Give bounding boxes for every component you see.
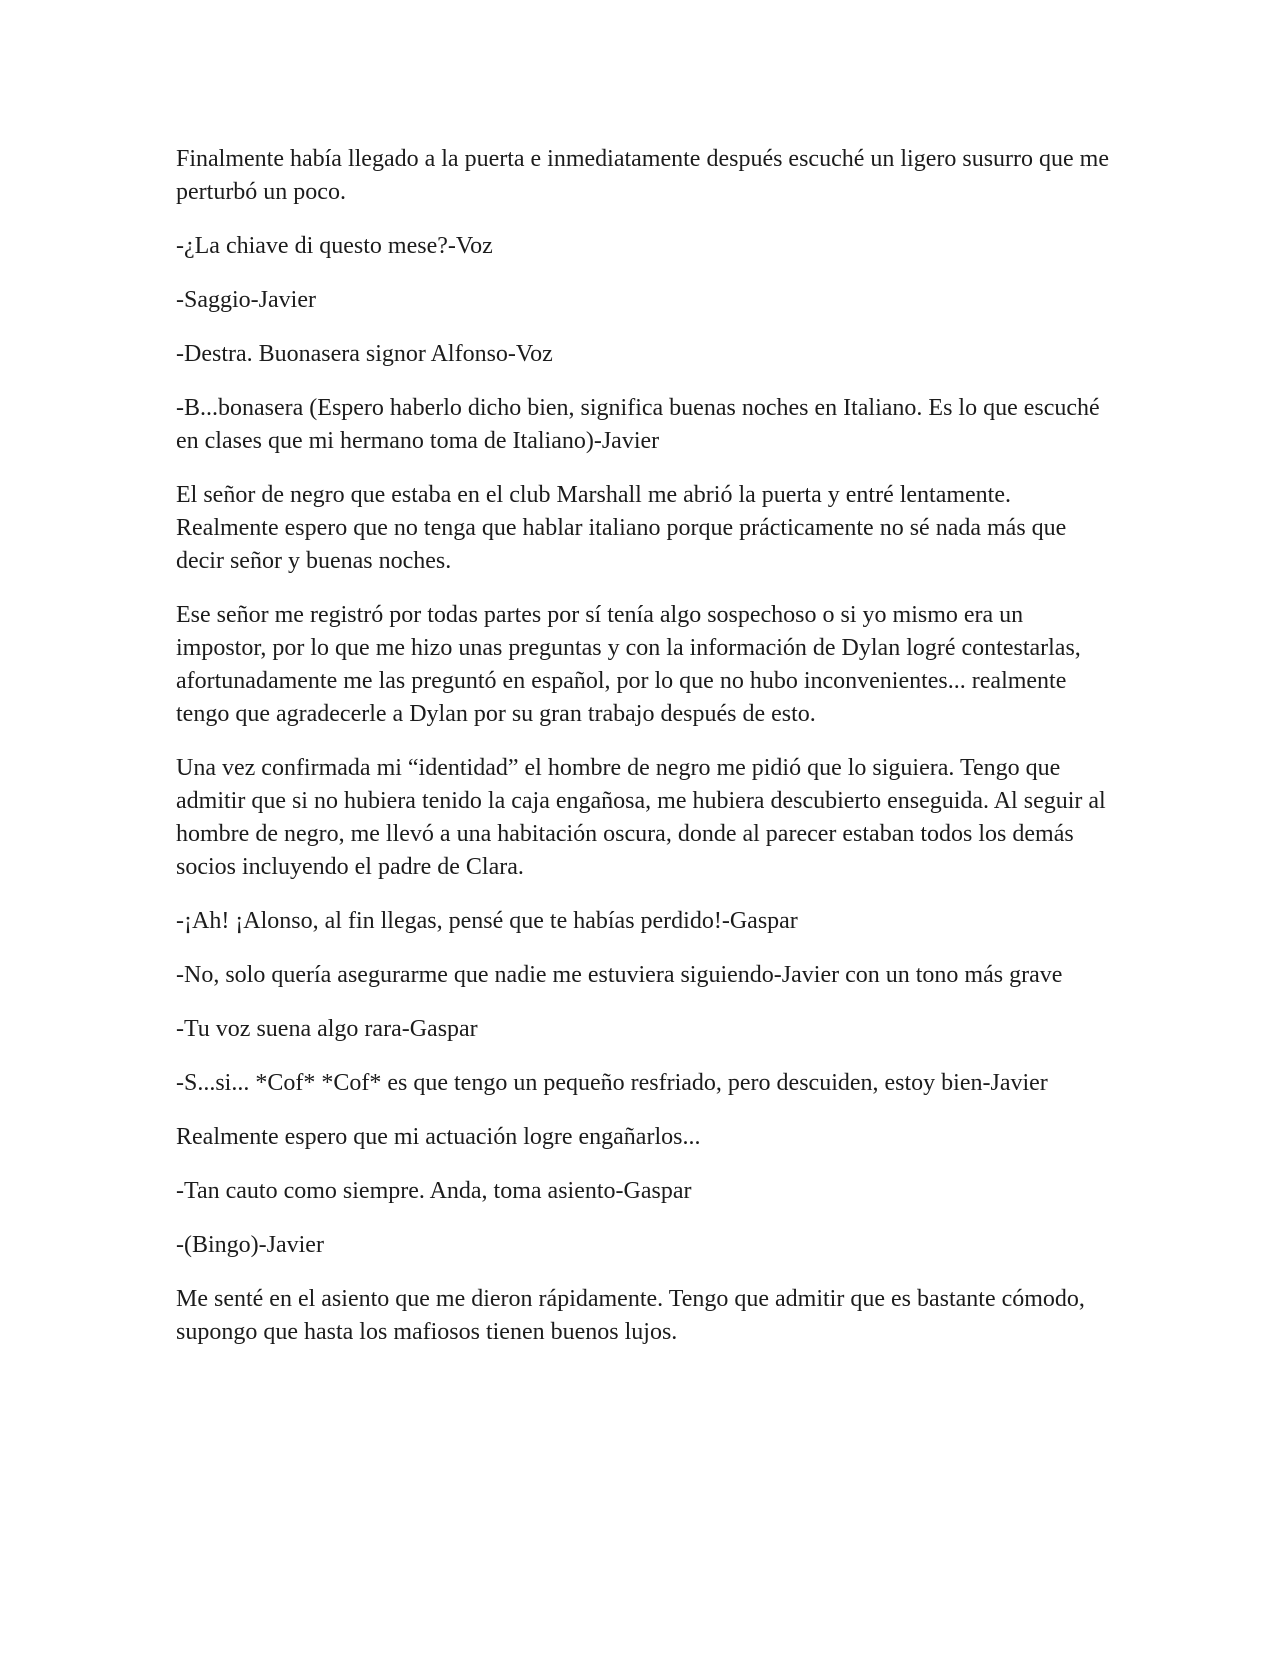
paragraph-5: Realmente espero que mi actuación logre engañarlos... bbox=[176, 1124, 701, 1150]
dialogue-line-3: -Destra. Buonasera signor Alfonso-Voz bbox=[176, 341, 553, 367]
dialogue-line-10: -(Bingo)-Javier bbox=[176, 1232, 324, 1258]
paragraph-6: Me senté en el asiento que me dieron rápidamente. Tengo que admitir que es bastante cómodo, supongo que hasta los mafiosos tienen buenos lujos. bbox=[176, 1286, 1085, 1345]
dialogue-line-9: -Tan cauto como siempre. Anda, toma asiento-Gaspar bbox=[176, 1178, 692, 1204]
document-body bbox=[176, 143, 1111, 1370]
paragraph-4: Una vez confirmada mi “identidad” el hombre de negro me pidió que lo siguiera. Tengo que admitir que si no hubiera tenido la caja engañosa, me hubiera descubierto enseguida. Al seguir al hombre de negro, me llevó a una habitación oscura, donde al parecer estaban todos los demás socios incluyendo el padre de Clara. bbox=[176, 755, 1106, 880]
dialogue-line-1: -¿La chiave di questo mese?-Voz bbox=[176, 233, 493, 259]
dialogue-line-6: -No, solo quería asegurarme que nadie me estuviera siguiendo-Javier con un tono más grave bbox=[176, 962, 1063, 988]
dialogue-line-7: -Tu voz suena algo rara-Gaspar bbox=[176, 1016, 478, 1042]
paragraph-3: Ese señor me registró por todas partes por sí tenía algo sospechoso o si yo mismo era un impostor, por lo que me hizo unas preguntas y con la información de Dylan logré contestarlas, afortunadamente me las preguntó en español, por lo que no hubo inconvenientes... realmente tengo que agradecerle a Dylan por su gran trabajo después de esto. bbox=[176, 602, 1081, 727]
dialogue-line-5: -¡Ah! ¡Alonso, al fin llegas, pensé que te habías perdido!-Gaspar bbox=[176, 908, 798, 934]
dialogue-line-2: -Saggio-Javier bbox=[176, 287, 316, 313]
paragraph-2: El señor de negro que estaba en el club Marshall me abrió la puerta y entré lentamente. Realmente espero que no tenga que hablar italiano porque prácticamente no sé nada más que decir señor y buenas noches. bbox=[176, 482, 1067, 574]
paragraph-1: Finalmente había llegado a la puerta e inmediatamente después escuché un ligero susurro que me perturbó un poco. bbox=[176, 146, 1109, 205]
dialogue-line-8: -S...si... *Cof* *Cof* es que tengo un pequeño resfriado, pero descuiden, estoy bien-Javier bbox=[176, 1070, 1048, 1096]
dialogue-line-4: -B...bonasera (Espero haberlo dicho bien, significa buenas noches en Italiano. Es lo que escuché en clases que mi hermano toma de Italiano)-Javier bbox=[176, 395, 1100, 454]
